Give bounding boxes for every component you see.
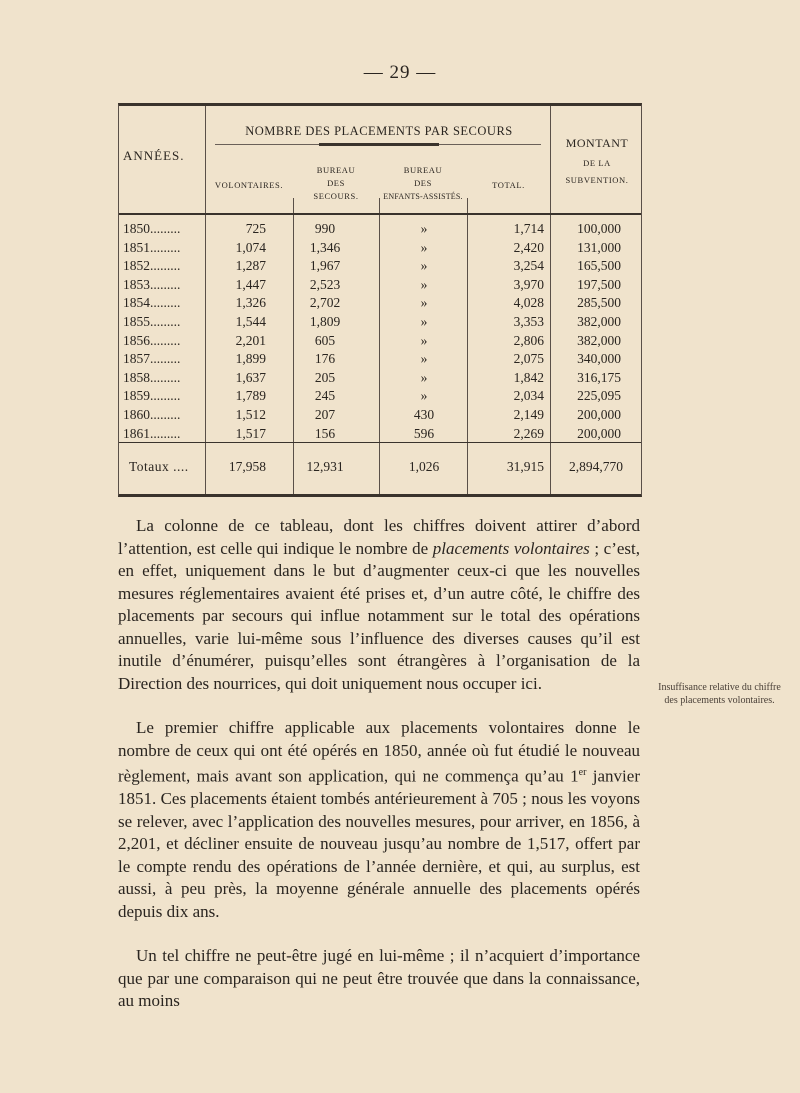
cell-total: 3,353 [513, 314, 544, 329]
paragraph-1-a: La colonne de ce tableau, dont les chiffres doivent attirer d’abord l’attention, est celle qui indique le nombre de [118, 516, 640, 558]
cell-volontaires: 1,544 [235, 314, 266, 329]
paragraph-2: Le premier chiffre applicable aux placements volontaires donne le nombre de ceux qui ont été opérés en 1850, année où fut étudié le nouveau règlement, mais avant son application, qui ne commença qu’au 1er janvier 1851. Ces placements étaient tombés antérieurement à 705 ; nous les voyons se relever, avec l’application des nouvelles mesures, pour arriver, en 1856, à 2,201, et décliner ensuite de nouveau jusqu’au nombre de 1,517, offert par le compte rendu des opérations de l’année dernière, et qui, au surplus, est aussi, à peu près, la moyenne générale annuelle des placements opérés depuis dix ans. [118, 718, 640, 921]
cell-total: 1,842 [513, 369, 544, 385]
cell-year: 1857......... [123, 351, 181, 367]
cell-secours: 605 [314, 332, 336, 348]
cell-total: 2,269 [513, 425, 544, 441]
header-montant: MONTANT [565, 136, 629, 150]
cell-enfants: 430 [413, 407, 435, 422]
cell-year: 1851......... [123, 239, 181, 255]
cell-secours: 2,523 [309, 276, 341, 292]
table-row [119, 388, 641, 408]
table-row [119, 370, 641, 390]
cell-year: 1859......... [123, 388, 181, 404]
cell-enfants: » [420, 276, 428, 292]
header-brace-center [319, 143, 439, 146]
table-row [119, 333, 641, 353]
margin-note: Insuffisance relative du chiffre des placements volontaires. [658, 682, 781, 706]
header-nombre-title: NOMBRE DES PLACEMENTS PAR SECOURS [245, 124, 513, 138]
table-row [119, 240, 641, 260]
cell-volontaires: 1,637 [235, 369, 266, 385]
cell-montant: 285,500 [577, 295, 621, 311]
cell-enfants: 596 [413, 425, 435, 441]
cell-volontaires: 1,789 [235, 388, 266, 404]
cell-year: 1852......... [123, 258, 181, 274]
table-row [119, 295, 641, 315]
cell-volontaires: 1,074 [235, 239, 266, 255]
cell-volontaires: 1,512 [235, 407, 266, 422]
totals-row [119, 459, 641, 479]
cell-secours: 176 [314, 351, 336, 367]
cell-year: 1853......... [123, 276, 181, 292]
cell-enfants: » [420, 332, 428, 348]
cell-enfants: » [420, 295, 428, 311]
cell-year: 1858......... [123, 369, 181, 385]
cell-volontaires: 725 [245, 221, 266, 236]
table-row [119, 407, 641, 427]
header-enfants-1: BUREAU [403, 165, 443, 175]
header-volontaires: VOLONTAIRES. [214, 180, 284, 190]
cell-enfants: » [420, 258, 428, 274]
cell-enfants: » [420, 388, 428, 404]
cell-total: 2,806 [513, 332, 544, 348]
cell-enfants: » [420, 369, 428, 385]
cell-montant: 197,500 [577, 276, 621, 292]
cell-montant: 200,000 [577, 407, 621, 422]
cell-total: 2,034 [513, 388, 544, 404]
cell-montant: 131,000 [577, 239, 621, 255]
cell-enfants: » [420, 239, 428, 255]
header-enfants-3: ENFANTS-ASSISTÉS. [383, 192, 463, 201]
cell-secours: 2,702 [309, 295, 341, 311]
header-secours-1: BUREAU [316, 165, 356, 175]
header-enfants-2: DES [414, 178, 432, 188]
cell-total: 4,028 [513, 295, 544, 311]
header-rule [119, 213, 641, 215]
cell-volontaires: 1,517 [235, 425, 266, 441]
header-montant-de-la: DE LA [583, 158, 611, 168]
table-row [119, 221, 641, 241]
totals-secours: 12,931 [306, 459, 344, 474]
cell-enfants: » [420, 351, 428, 367]
cell-year: 1860......... [123, 407, 181, 422]
table-row [119, 277, 641, 297]
totals-volontaires: 17,958 [228, 459, 266, 474]
cell-secours: 245 [314, 388, 336, 404]
cell-montant: 200,000 [577, 425, 621, 441]
cell-secours: 1,346 [309, 239, 341, 255]
cell-volontaires: 1,326 [235, 295, 266, 311]
placements-table [118, 103, 642, 497]
cell-montant: 100,000 [577, 221, 621, 236]
cell-montant: 316,175 [577, 369, 621, 385]
page-number: — 29 — [363, 62, 437, 83]
cell-year: 1855......... [123, 314, 181, 329]
header-montant-subvention: SUBVENTION. [565, 175, 629, 185]
cell-secours: 207 [314, 407, 336, 422]
cell-year: 1856......... [123, 332, 181, 348]
cell-total: 3,970 [513, 276, 544, 292]
cell-total: 2,075 [513, 351, 544, 367]
cell-montant: 382,000 [577, 314, 621, 329]
cell-year: 1861......... [123, 425, 181, 441]
cell-secours: 990 [314, 221, 336, 236]
totals-label: Totaux .... [129, 459, 189, 474]
header-total: TOTAL. [492, 180, 525, 190]
totals-total: 31,915 [506, 459, 544, 474]
cell-total: 1,714 [513, 221, 544, 236]
cell-volontaires: 1,447 [235, 276, 266, 292]
cell-montant: 382,000 [577, 332, 621, 348]
table-row [119, 258, 641, 278]
cell-total: 2,149 [513, 407, 544, 422]
cell-volontaires: 1,287 [235, 258, 266, 274]
cell-enfants: » [420, 221, 428, 236]
cell-secours: 156 [314, 425, 336, 441]
paragraph-1-emphasis: placements volontaires [432, 538, 590, 558]
cell-montant: 225,095 [577, 388, 621, 404]
paragraph-3: Un tel chiffre ne peut-être jugé en lui-même ; il n’acquiert d’importance que par une comparaison qui ne peut être trouvée que dans la connaissance, au moins [118, 946, 640, 1011]
cell-volontaires: 1,899 [235, 351, 266, 367]
cell-secours: 1,967 [309, 258, 341, 274]
cell-montant: 340,000 [577, 351, 621, 367]
table-row [119, 314, 641, 334]
cell-enfants: » [420, 314, 428, 329]
cell-total: 3,254 [513, 258, 544, 274]
totals-montant: 2,894,770 [569, 459, 623, 474]
table-row [119, 351, 641, 371]
header-secours-3: SECOURS. [313, 191, 359, 201]
totals-rule [119, 442, 641, 443]
cell-year: 1850......... [123, 221, 181, 236]
cell-year: 1854......... [123, 295, 181, 311]
cell-montant: 165,500 [577, 258, 621, 274]
header-secours-2: DES [327, 178, 345, 188]
header-annees: ANNÉES. [123, 148, 185, 163]
paragraph-1-b: ; c’est, en effet, uniquement dans le but d’augmenter ceux-ci que les nouvelles mesures réglementaires avaient été prises et, d’un autre côté, le chiffre des placements par secours qui influe notamment sur le total des opérations annuelles, varie lui-même sous l’influence des diverses causes qu’il est inutile d’énumérer, puisqu’elles sont étrangères à l’organisation de la Direction des nourrices, qui doit uniquement nous occuper ici. [118, 538, 640, 693]
body-text [118, 515, 640, 1035]
cell-secours: 1,809 [309, 314, 341, 329]
cell-total: 2,420 [513, 239, 544, 255]
cell-volontaires: 2,201 [235, 332, 266, 348]
paragraph-1 [118, 515, 640, 695]
totals-enfants: 1,026 [408, 459, 440, 474]
cell-secours: 205 [314, 369, 336, 385]
